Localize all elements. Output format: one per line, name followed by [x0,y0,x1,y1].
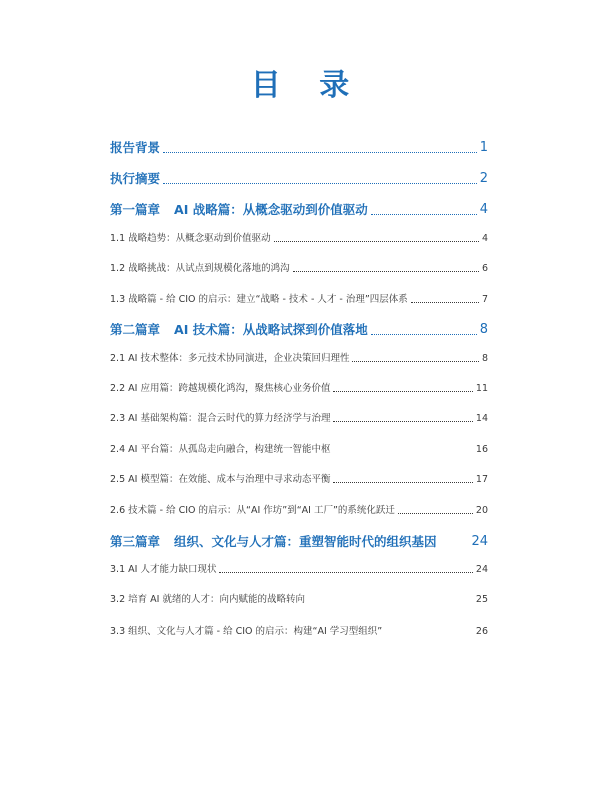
toc-dot-leader [371,334,477,335]
page-title: 目 录 [250,68,364,103]
toc-entry-label: 2.3 AI 基础架构篇：混合云时代的算力经济学与治理 [110,413,331,424]
toc-entry-2-3[interactable] [110,412,488,426]
toc-entry-label [110,533,437,551]
toc-entry-label: 3.2 培育 AI 就绪的人才：向内赋能的战略转向 [110,594,305,605]
toc-entry-1-2[interactable] [110,262,488,276]
toc-entry-executive-summary[interactable] [110,170,488,188]
toc-entry-2-1[interactable] [110,352,488,366]
toc-entry-label: 1.1 战略趋势：从概念驱动到价值驱动 [110,233,271,244]
toc-page-number: 24 [471,534,488,549]
toc-entry-label: 3.3 组织、文化与人才篇 - 给 CIO 的启示：构建“AI 学习型组织” [110,626,383,637]
toc-entry-1-1[interactable] [110,232,488,246]
toc-dot-leader [398,513,473,514]
toc-entry-label: 报告背景 [110,140,161,155]
toc-dot-leader [352,361,479,362]
toc-page-number: 20 [475,505,488,516]
toc-entry-label: 1.3 战略篇 - 给 CIO 的启示：建立“战略 - 技术 - 人才 - 治理”四层体系 [110,294,408,305]
toc-entry-part-one[interactable] [110,201,488,219]
toc-entry-part-two[interactable] [110,321,488,339]
toc-dot-leader [163,183,477,184]
toc-part-title: 组织、文化与人才篇：重塑智能时代的组织基因 [174,534,437,549]
toc-page-number: 7 [481,294,488,305]
toc-part-label: 第三篇章 [110,534,161,549]
toc-page-number: 8 [479,322,488,337]
toc-dot-leader [274,241,479,242]
toc-page-number: 24 [475,564,488,575]
toc-entry-label [110,201,368,219]
toc-page-number: 25 [475,594,488,605]
toc-entry-3-2[interactable] [110,593,488,607]
toc-entry-label: 1.2 战略挑战：从试点到规模化落地的鸿沟 [110,263,290,274]
toc-dot-leader [333,391,472,392]
toc-dot-leader [163,152,477,153]
toc-entry-3-1[interactable] [110,563,488,577]
toc-dot-leader [440,546,469,547]
toc-part-label: 第一篇章 [110,202,161,217]
toc-page-number: 26 [475,626,488,637]
toc-part-title: AI 技术篇：从战略试探到价值落地 [174,322,368,337]
toc-page-number: 1 [479,140,488,155]
toc-entry-label: 2.4 AI 平台篇：从孤岛走向融合，构建统一智能中枢 [110,444,331,455]
toc-page-number: 6 [481,263,488,274]
toc-page-number: 4 [479,202,488,217]
toc-page-number: 17 [475,474,488,485]
toc-entry-label: 2.5 AI 模型篇：在效能、成本与治理中寻求动态平衡 [110,474,331,485]
toc-dot-leader [293,271,479,272]
toc-dot-leader [333,421,472,422]
toc-entry-2-4[interactable] [110,443,488,457]
toc-page-number: 2 [479,171,488,186]
toc-dot-leader [385,634,473,635]
toc-page-number: 14 [475,413,488,424]
toc-entry-label: 3.1 AI 人才能力缺口现状 [110,564,217,575]
toc-entry-label: 2.2 AI 应用篇：跨越规模化鸿沟，聚焦核心业务价值 [110,383,331,394]
toc-dot-leader [333,482,472,483]
toc-entry-label: 2.6 技术篇 - 给 CIO 的启示：从“AI 作坊”到“AI 工厂”的系统化跃迁 [110,505,395,516]
toc-dot-leader [371,214,477,215]
toc-entry-label [110,321,368,339]
toc-page-number: 8 [481,353,488,364]
toc-dot-leader [219,572,472,573]
toc-entry-2-5[interactable] [110,473,488,487]
toc-part-label: 第二篇章 [110,322,161,337]
toc-dot-leader [333,452,472,453]
toc-entry-2-2[interactable] [110,382,488,396]
toc-page-number: 4 [481,233,488,244]
toc-part-title: AI 战略篇：从概念驱动到价值驱动 [174,202,368,217]
toc-entry-2-6[interactable] [110,504,488,518]
toc-entry-label: 执行摘要 [110,171,161,186]
toc-entry-1-3[interactable] [110,293,488,307]
toc-entry-label: 2.1 AI 技术整体：多元技术协同演进，企业决策回归理性 [110,353,350,364]
toc-page-number: 11 [475,383,488,394]
toc-entry-part-three[interactable] [110,533,488,551]
toc-entry-3-3[interactable] [110,625,488,639]
toc-entry-report-background[interactable] [110,139,488,157]
toc-dot-leader [411,302,479,303]
toc-dot-leader [308,602,473,603]
toc-page-number: 16 [475,444,488,455]
